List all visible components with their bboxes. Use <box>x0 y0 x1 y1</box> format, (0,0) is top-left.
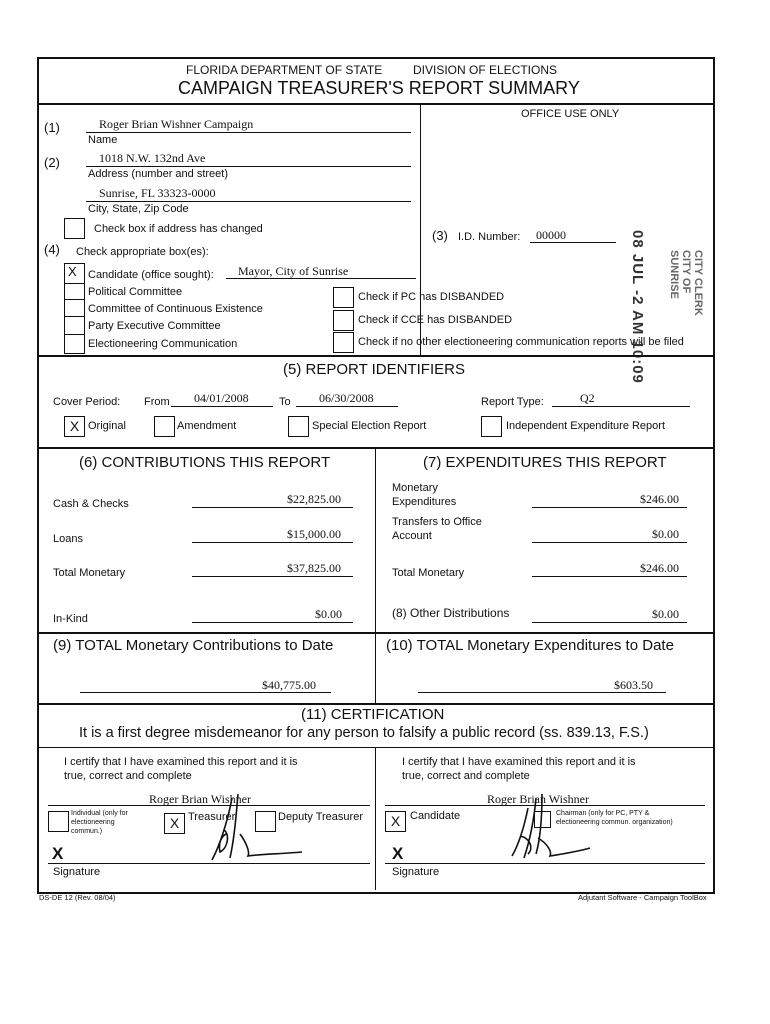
monetary-expenditures-label-1: Monetary <box>392 482 438 494</box>
id-number-label: I.D. Number: <box>458 231 521 243</box>
report-type-line <box>552 406 690 407</box>
independent-expenditure-label: Independent Expenditure Report <box>506 420 666 432</box>
cover-period-label: Cover Period: <box>53 396 121 408</box>
x-mark-left: X <box>52 844 64 863</box>
department-label: FLORIDA DEPARTMENT OF STATE <box>186 63 383 77</box>
cce-disbanded-checkbox[interactable] <box>333 310 354 331</box>
divider <box>37 355 713 357</box>
other-distributions-value[interactable]: $0.00 <box>652 607 679 621</box>
expenditures-title: (7) EXPENDITURES THIS REPORT <box>423 454 667 471</box>
divider <box>37 632 713 634</box>
in-kind-label: In-Kind <box>53 613 88 625</box>
candidate-signature <box>500 788 610 863</box>
divider <box>375 747 376 890</box>
divider <box>64 334 85 335</box>
contributions-title: (6) CONTRIBUTIONS THIS REPORT <box>79 454 331 471</box>
to-line <box>296 406 398 407</box>
software-credit: Adjutant Software - Campaign ToolBox <box>578 893 707 902</box>
divider <box>37 103 713 105</box>
individual-label-2: electioneering <box>71 819 115 826</box>
divider <box>37 703 713 705</box>
total-monetary-line <box>192 576 353 577</box>
special-election-checkbox[interactable] <box>288 416 309 437</box>
special-election-label: Special Election Report <box>312 420 427 432</box>
id-number-line <box>530 242 616 243</box>
total-monetary-value[interactable]: $37,825.00 <box>287 561 341 575</box>
individual-label-3: commun.) <box>71 828 103 835</box>
form-frame <box>37 57 715 894</box>
office-use-only-label: OFFICE USE ONLY <box>521 108 620 120</box>
divider <box>64 299 85 300</box>
original-checkbox[interactable]: X <box>64 416 85 437</box>
check-boxes-label: Check appropriate box(es): <box>76 246 209 258</box>
office-line <box>226 278 416 279</box>
loans-value[interactable]: $15,000.00 <box>287 527 341 541</box>
other-distributions-label: (8) Other Distributions <box>392 606 510 620</box>
total-contributions-line <box>80 692 331 693</box>
page-title: CAMPAIGN TREASURER'S REPORT SUMMARY <box>178 78 580 98</box>
from-date-value[interactable]: 04/01/2008 <box>194 391 249 405</box>
other-distributions-line <box>532 622 687 623</box>
certify-text-left-2: true, correct and complete <box>64 770 192 782</box>
monetary-expenditures-line <box>532 507 687 508</box>
received-stamp-date: 08 JUL -2 AM 10:09 <box>629 230 646 384</box>
cce-disbanded-label: Check if CCE has DISBANDED <box>358 314 513 326</box>
city-line <box>86 201 411 202</box>
transfers-label-1: Transfers to Office <box>392 516 482 528</box>
expenditures-total-value[interactable]: $246.00 <box>640 561 679 575</box>
from-label: From <box>144 396 170 408</box>
certification-title: (11) CERTIFICATION <box>301 706 445 723</box>
cash-checks-value[interactable]: $22,825.00 <box>287 492 341 506</box>
to-date-value[interactable]: 06/30/2008 <box>319 391 374 405</box>
address-label: Address (number and street) <box>88 168 229 180</box>
from-line <box>171 406 273 407</box>
section-1-number: (1) <box>44 120 60 135</box>
transfers-line <box>532 542 687 543</box>
certify-text-left-1: I certify that I have examined this report and it is <box>64 756 298 768</box>
right-signer-name[interactable]: Roger Brian Wishner <box>487 792 589 806</box>
city-value[interactable]: Sunrise, FL 33323-0000 <box>99 186 216 200</box>
no-other-ec-label: Check if no other electioneering communication reports will be filed <box>358 336 684 348</box>
report-identifiers-title: (5) REPORT IDENTIFIERS <box>283 361 465 378</box>
treasurer-signature <box>190 790 330 865</box>
signature-label-right: Signature <box>392 866 440 878</box>
transfers-value[interactable]: $0.00 <box>652 527 679 541</box>
certification-warning: It is a first degree misdemeanor for any person to falsify a public record (ss. 839.13, F.S.) <box>79 725 649 741</box>
pc-disbanded-label: Check if PC has DISBANDED <box>358 291 505 303</box>
signature-label-left: Signature <box>53 866 101 878</box>
address-line <box>86 166 411 167</box>
to-label: To <box>279 396 291 408</box>
original-label: Original <box>88 420 126 432</box>
campaign-name-value[interactable]: Roger Brian Wishner Campaign <box>99 117 254 131</box>
individual-checkbox[interactable] <box>48 811 69 832</box>
id-number-value[interactable]: 00000 <box>536 228 566 242</box>
divider <box>64 283 85 284</box>
monetary-expenditures-label-2: Expenditures <box>392 496 457 508</box>
section-2-number: (2) <box>44 155 60 170</box>
chairman-label-1: Chairman (only for PC, PTY & <box>556 810 650 817</box>
received-stamp-office: CITY CLERK CITY OF SUNRISE <box>668 250 704 316</box>
name-label: Name <box>88 134 118 146</box>
certify-text-right-1: I certify that I have examined this report and it is <box>402 756 636 768</box>
electioneering-label: Electioneering Communication <box>88 338 238 350</box>
individual-label-1: Individual (only for <box>71 810 128 817</box>
report-type-value[interactable]: Q2 <box>580 391 595 405</box>
divider <box>375 447 376 703</box>
treasurer-checkbox[interactable]: X <box>164 813 185 834</box>
pc-disbanded-checkbox[interactable] <box>333 287 354 308</box>
total-contributions-value[interactable]: $40,775.00 <box>262 678 316 692</box>
expenditures-total-line <box>532 576 687 577</box>
section-3-number: (3) <box>432 228 448 243</box>
form-id: DS-DE 12 (Rev. 08/04) <box>39 893 116 902</box>
no-other-ec-checkbox[interactable] <box>333 332 354 353</box>
amendment-checkbox[interactable] <box>154 416 175 437</box>
loans-label: Loans <box>53 533 83 545</box>
section-4-number: (4) <box>44 242 60 257</box>
political-committee-label: Political Committee <box>88 286 183 298</box>
total-monetary-label: Total Monetary <box>53 567 126 579</box>
candidate-label: Candidate (office sought): <box>88 269 214 281</box>
total-expenditures-line <box>418 692 666 693</box>
loans-line <box>192 542 353 543</box>
party-executive-label: Party Executive Committee <box>88 320 221 332</box>
deputy-treasurer-label: Deputy Treasurer <box>278 811 363 823</box>
chairman-label-2: electioneering commun. organization) <box>556 819 673 826</box>
cce-label: Committee of Continuous Existence <box>88 303 263 315</box>
signature-line-right <box>385 863 705 864</box>
total-expenditures-title: (10) TOTAL Monetary Expenditures to Date <box>386 637 674 654</box>
divider <box>64 316 85 317</box>
amendment-label: Amendment <box>177 420 237 432</box>
treasurer-label: Treasurer <box>188 811 236 823</box>
candidate-signer-checkbox[interactable]: X <box>385 811 406 832</box>
cash-checks-line <box>192 507 353 508</box>
cash-checks-label: Cash & Checks <box>53 498 129 510</box>
report-type-label: Report Type: <box>481 396 544 408</box>
expenditures-total-label: Total Monetary <box>392 567 465 579</box>
independent-expenditure-checkbox[interactable] <box>481 416 502 437</box>
candidate-office-value[interactable]: Mayor, City of Sunrise <box>238 264 349 278</box>
certify-text-right-2: true, correct and complete <box>402 770 530 782</box>
total-expenditures-value[interactable]: $603.50 <box>614 678 653 692</box>
transfers-label-2: Account <box>392 530 432 542</box>
in-kind-line <box>192 622 353 623</box>
candidate-checkbox[interactable]: X <box>68 264 77 279</box>
x-mark-right: X <box>392 844 404 863</box>
name-line <box>86 132 411 133</box>
city-label: City, State, Zip Code <box>88 203 189 215</box>
address-changed-label: Check box if address has changed <box>94 223 263 235</box>
monetary-expenditures-value[interactable]: $246.00 <box>640 492 679 506</box>
total-contributions-title: (9) TOTAL Monetary Contributions to Date <box>53 637 334 654</box>
in-kind-value[interactable]: $0.00 <box>315 607 342 621</box>
address-value[interactable]: 1018 N.W. 132nd Ave <box>99 151 206 165</box>
address-changed-checkbox[interactable] <box>64 218 85 239</box>
division-label: DIVISION OF ELECTIONS <box>413 63 558 77</box>
left-signer-name[interactable]: Roger Brian Wishner <box>149 792 251 806</box>
candidate-signer-label: Candidate <box>410 810 461 822</box>
